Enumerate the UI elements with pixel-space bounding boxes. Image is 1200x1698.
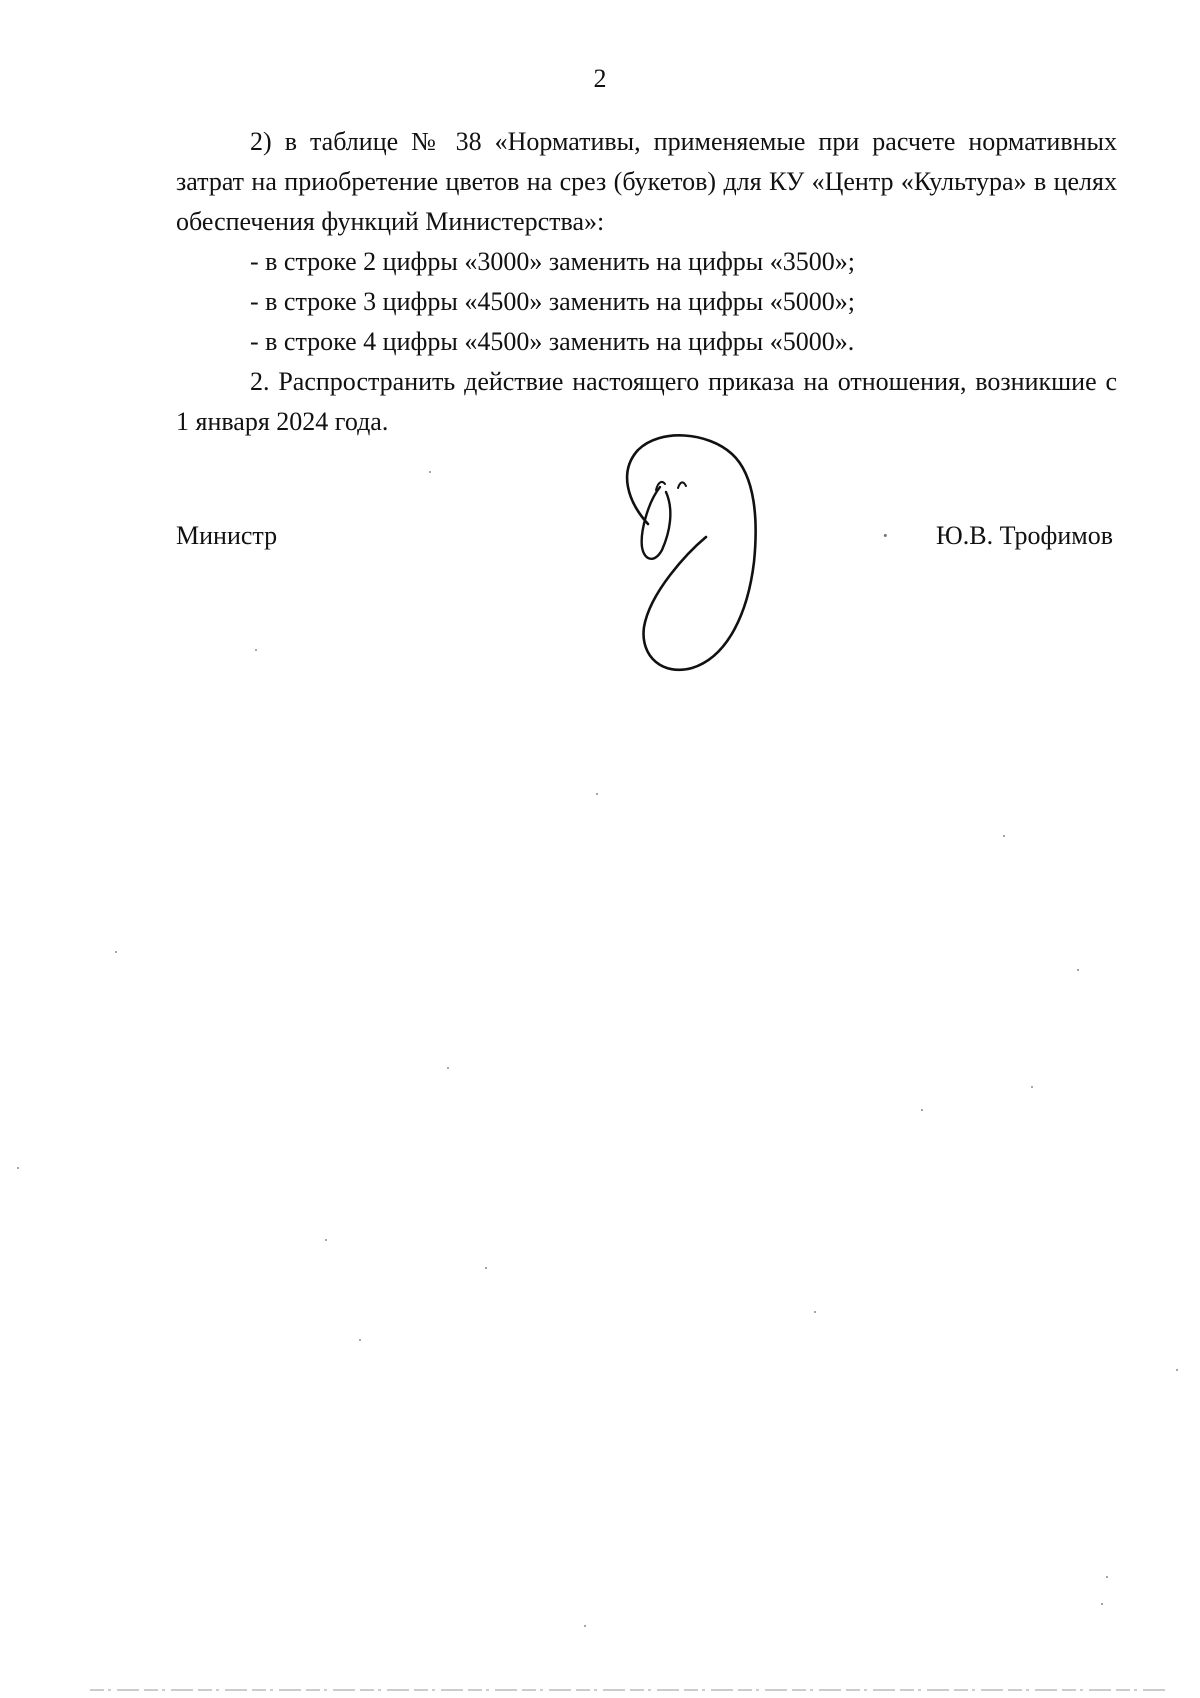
list-item-row-3: - в строке 3 цифры «4500» заменить на цифры «5000»;	[250, 287, 855, 316]
page-number: 2	[593, 64, 607, 93]
document-body	[176, 122, 1117, 442]
paragraph-table-38: 2) в таблице № 38 «Нормативы, применяемые при расчете нормативных затрат на приобретение цветов на срез (букетов) для КУ «Центр «Культура» в целях обеспечения функций Министерства»:	[176, 127, 1117, 236]
signatory-title: Министр	[176, 521, 278, 550]
signatory-name: Ю.В. Трофимов	[936, 521, 1113, 550]
list-item-row-4: - в строке 4 цифры «4500» заменить на цифры «5000».	[250, 327, 855, 356]
paragraph-effective-date: 2. Распространить действие настоящего приказа на отношения, возникшие с 1 января 2024 года.	[176, 367, 1117, 436]
list-item-row-2: - в строке 2 цифры «3000» заменить на цифры «3500»;	[250, 247, 855, 276]
scan-speck: ·	[881, 521, 890, 550]
handwritten-signature	[608, 432, 768, 682]
